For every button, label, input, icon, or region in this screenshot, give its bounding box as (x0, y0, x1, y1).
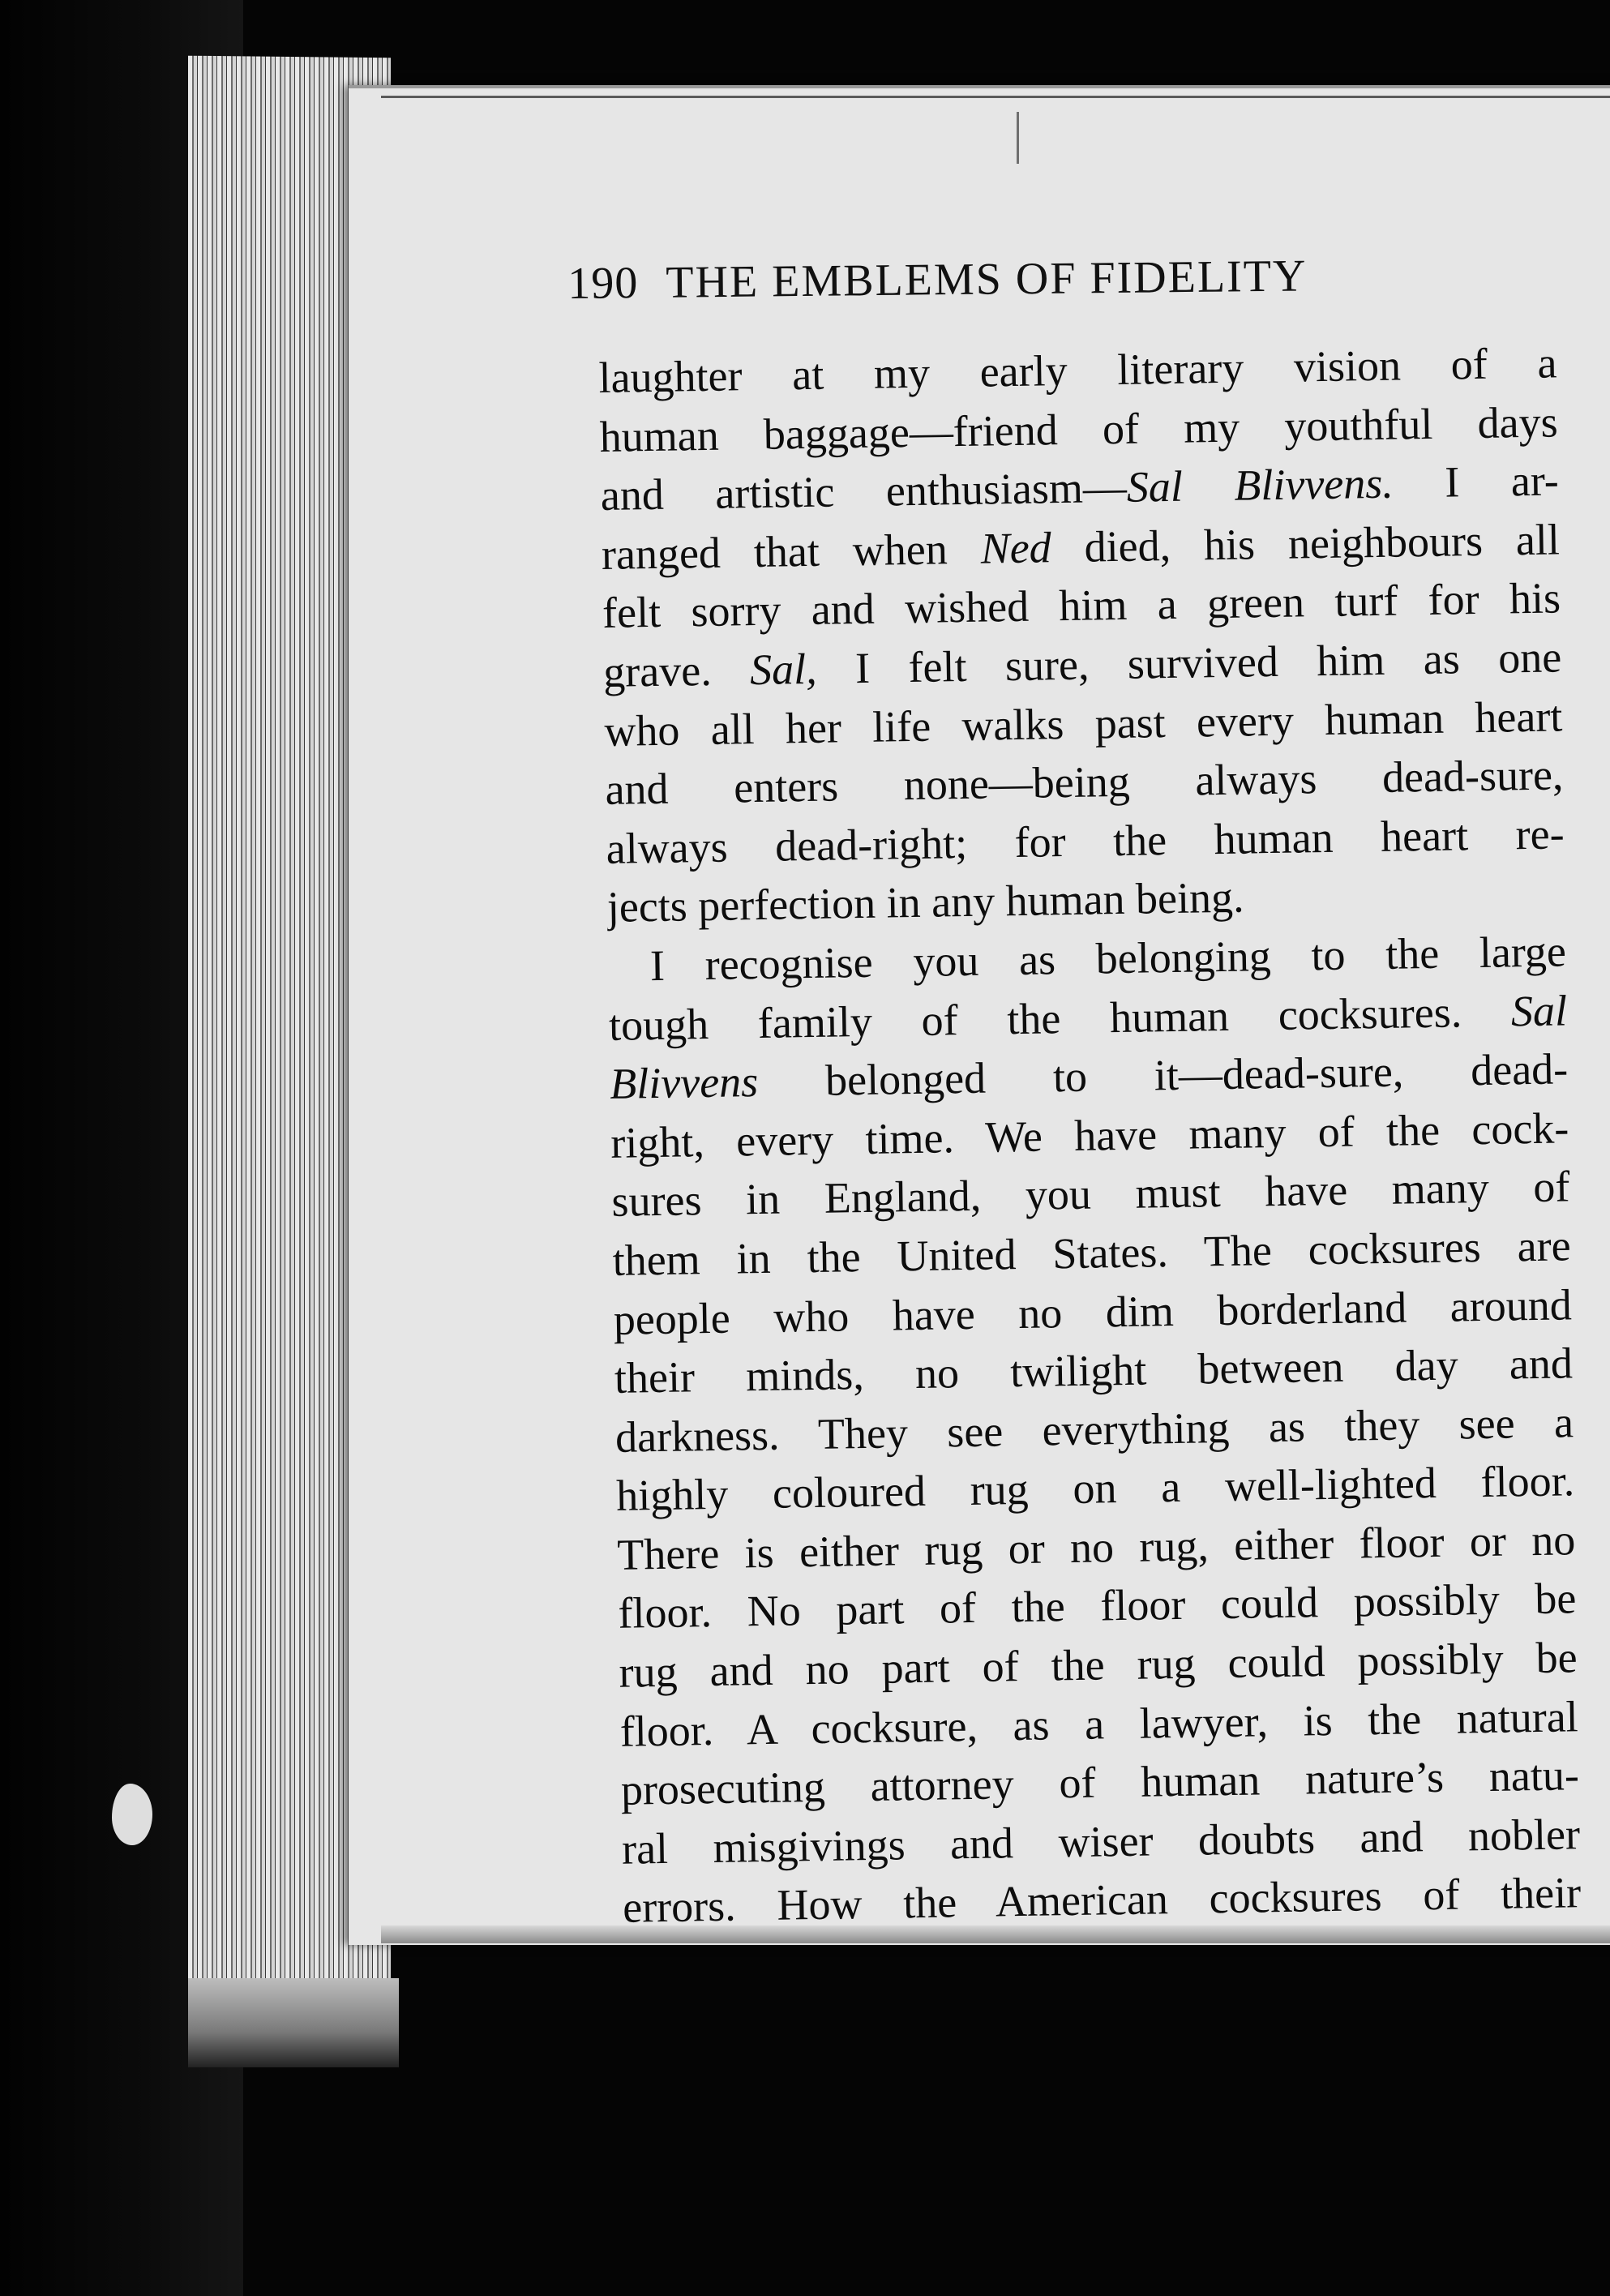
text-run: them in the United States. The cocksures are (612, 1221, 1571, 1285)
scan-artifact (112, 1784, 152, 1845)
text-run: highly coloured rug on a well-lighted floor. (615, 1456, 1575, 1521)
italic-text-run: Ned (980, 523, 1052, 573)
text-run: I ar- (1393, 456, 1560, 508)
text-run: floor. A cocksure, as a lawyer, is the natural (619, 1691, 1579, 1756)
text-run: and artistic enthusiasm— (600, 462, 1128, 520)
text-run: always dead-right; for the human heart re- (606, 809, 1565, 873)
page-top-edge (381, 96, 1610, 98)
running-head (567, 247, 1541, 323)
text-run: ranged that when (601, 524, 982, 579)
text-run: sures in England, you must have many of (611, 1162, 1570, 1227)
text-run: prosecuting attorney of human nature’s natu- (620, 1750, 1580, 1815)
text-run: who all her life walks past every human heart (603, 691, 1563, 756)
text-run: grave. (602, 645, 751, 696)
italic-text-run: Sal (1510, 985, 1568, 1035)
text-run: jects perfection in any human being. (606, 872, 1244, 932)
text-run: darkness. They see everything as they see a (614, 1397, 1574, 1462)
text-run: felt sorry and wished him a green turf for his (602, 573, 1561, 638)
text-run: I recognise you as belonging to the large (649, 927, 1567, 991)
text-run: ral misgivings and wiser doubts and nobler (621, 1810, 1581, 1874)
text-run: floor. No part of the floor could possibly be (618, 1574, 1577, 1638)
italic-text-run: Sal, (749, 644, 818, 695)
text-run: errors. How the American cocksures of their (622, 1868, 1582, 1933)
text-run: tough family of the human cocksures. (608, 986, 1512, 1050)
italic-text-run: Blivvens (609, 1057, 759, 1109)
scan-artifact (1017, 112, 1019, 164)
text-run: and enters none—being always dead-sure, (605, 750, 1564, 815)
text-run: There is either rug or no rug, either floor or no (616, 1515, 1576, 1579)
text-run: laughter at my early literary vision of a (598, 338, 1557, 402)
text-run: died, his neighbours all (1051, 515, 1561, 572)
book-title: THE EMBLEMS OF FIDELITY (666, 251, 1308, 308)
book-page-edges-bottom (188, 1978, 399, 2067)
text-run: belonged to it—dead-sure, dead- (757, 1044, 1569, 1107)
body-text (598, 333, 1582, 1933)
text-run: rug and no part of the rug could possibly be (619, 1633, 1578, 1697)
text-run: I felt sure, survived him as one (816, 632, 1562, 693)
page-number: 190 (567, 258, 639, 309)
text-run: human baggage—friend of my youthful days (599, 397, 1559, 461)
text-run: people who have no dim borderland around (613, 1279, 1573, 1344)
text-run: right, every time. We have many of the cock- (610, 1103, 1569, 1167)
italic-text-run: Sal Blivvens. (1126, 458, 1394, 512)
text-run: their minds, no twilight between day and (614, 1339, 1574, 1403)
